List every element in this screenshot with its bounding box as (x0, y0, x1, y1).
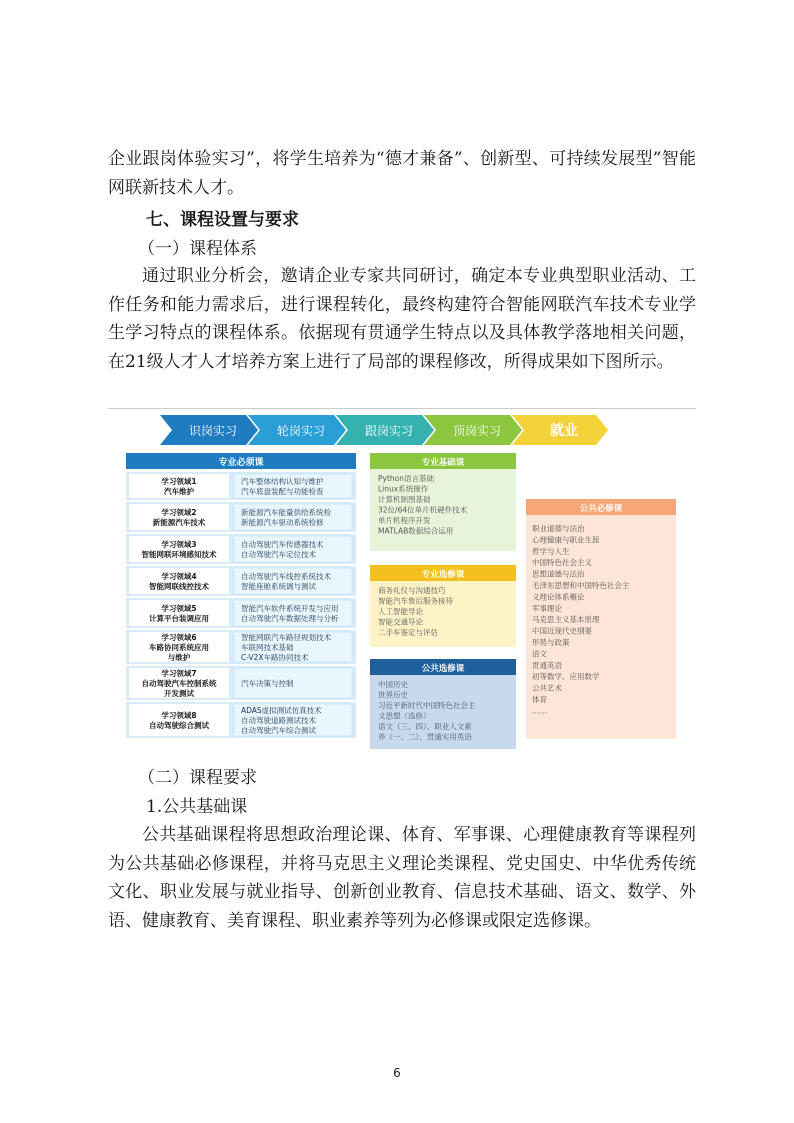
major-basic-title: 专业基础课 (421, 458, 465, 468)
domain-label: 新能源汽车技术 (152, 518, 206, 527)
domain-label: 车路协同系统应用 (149, 643, 209, 652)
stage-label-2: 轮岗实习 (276, 424, 326, 438)
major-basic-item: Python语言基础 (378, 474, 434, 483)
domain-label: 学习领域3 (161, 540, 197, 549)
public-required-item: 职业道德与法治 (532, 524, 585, 533)
public-required-item: 形势与政策 (532, 638, 570, 647)
major-elective-item: 商务礼仪与沟通技巧 (378, 586, 446, 595)
course-label: C-V2X车路协同技术 (241, 653, 309, 662)
public-required-item: 心理健康与职业生涯 (532, 535, 600, 545)
domain-label: 与维护 (167, 653, 191, 662)
course-label: 自动驾驶汽车数据处理与分析 (241, 614, 339, 623)
major-basic-item: 计算机制图基础 (378, 495, 431, 504)
para-curriculum-system: 通过职业分析会，邀请企业专家共同研讨，确定本专业典型职业活动、工作任务和能力需求后，进行课程转化，最终构建符合智能网联汽车技术专业学生学习特点的课程体系。依据现有贯通学生特点以及具体教学落地相关问题，在21级人才人才培养方案上进行了局部的课程修改，所得成果如下图所示。 (108, 266, 696, 372)
course-label: 车联网技术基础 (241, 643, 294, 652)
public-elective-item: 义思想（选修） (378, 711, 431, 721)
course-label: 汽车决策与控制 (241, 679, 294, 688)
domain-label: 开发测试 (164, 689, 194, 698)
domain-label: 自动驾驶综合测试 (149, 721, 209, 730)
public-elective-item: 世界历史 (378, 690, 408, 700)
course-label: 汽车整体结构认知与维护 (241, 477, 324, 486)
domain-label: 学习领域5 (161, 604, 197, 613)
section-heading-7: 七、课程设置与要求 (146, 210, 299, 230)
public-required-item: 义理论体系概论 (532, 592, 585, 602)
public-required-item: 毛泽东思想和中国特色社会主 (532, 581, 630, 590)
public-elective-item: 语文（三、四）、职业人文素 (378, 722, 472, 731)
course-label: 自动驾驶汽车综合测试 (241, 726, 316, 735)
domain-label: 学习领域2 (161, 508, 197, 517)
public-required-item: 体育 (532, 695, 547, 704)
domain-label: 计算平台装调应用 (149, 614, 209, 623)
major-basic-item: 32位/64位单片机硬件技术 (378, 505, 468, 515)
domain-label: 智能网联环境感知技术 (141, 550, 217, 559)
domain-label: 自动驾驶汽车控制系统 (141, 679, 217, 688)
para-public-basic: 公共基础课程将思想政治理论课、体育、军事课、心理健康教育等课程列为公共基础必修课程，并将马克思主义理论类课程、党史国史、中华优秀传统文化、职业发展与就业指导、创新创业教育、信息技术基础、语文、数学、外语、健康教育、美育课程、职业素养等列为必修课或限定选修课。 (108, 825, 696, 931)
public-required-item: 哲学与人生 (532, 546, 570, 556)
domain-label: 学习领域6 (161, 633, 197, 642)
major-elective-item: 二手车鉴定与评估 (378, 628, 438, 637)
course-label: 汽车底盘装配与功能检查 (241, 487, 324, 496)
subheading-curriculum-system: （一）课程体系 (138, 239, 257, 259)
major-basic-item: MATLAB数据综合运用 (378, 526, 454, 536)
course-label: 自动驾驶汽车线控系统技术 (241, 572, 331, 581)
stage-label-5: 就业 (550, 423, 578, 439)
domain-label: 学习领域7 (161, 669, 197, 678)
public-required-item: 公共艺术 (532, 683, 562, 693)
subheading-course-requirements: （二）课程要求 (138, 768, 257, 788)
major-required-title: 专业必须课 (218, 458, 264, 468)
stage-label-3: 跟岗实习 (364, 424, 414, 438)
public-elective-item: 习近平新时代中国特色社会主 (378, 701, 476, 710)
public-elective-item: 养（一、二）、贯通实用英语 (378, 732, 472, 742)
para-intro-cont: 企业跟岗体验实习”，将学生培养为“德才兼备”、创新型、可持续发展型”智能网联新技术人才。 (108, 149, 696, 198)
course-label: 智能汽车软件系统开发与应用 (241, 604, 339, 613)
course-label: 新能源汽车驱动系统检修 (241, 518, 324, 527)
public-required-item: 贯通英语 (532, 660, 562, 670)
stage-label-1: 识岗实习 (188, 424, 238, 438)
public-required-item: 中国特色社会主义 (532, 558, 592, 568)
public-elective-item: 中国历史 (378, 680, 408, 689)
public-required-item: …… (532, 706, 547, 716)
major-basic-item: 单片机程序开发 (378, 516, 431, 525)
domain-label: 学习领域8 (161, 711, 197, 720)
course-label: 自动驾驶汽车传感器技术 (241, 540, 324, 549)
major-elective-item: 人工智能导论 (378, 607, 423, 616)
stage-label-4: 顶岗实习 (452, 424, 502, 438)
course-label: ADAS虚拟测试仿真技术 (241, 706, 322, 715)
domain-label: 汽车维护 (164, 487, 194, 496)
public-required-item: 中国近现代史纲要 (532, 626, 592, 636)
public-required-item: 马克思主义基本原理 (532, 615, 600, 625)
course-label: 新能源汽车能量供给系统检 (241, 508, 331, 517)
course-label: 智能座舱系统调与测试 (241, 582, 316, 591)
public-required-item: 语文 (532, 649, 547, 659)
public-required-title: 公共必修课 (579, 504, 623, 514)
major-elective-title: 专业选修课 (421, 570, 465, 580)
subheading-public-basic: 1.公共基础课 (146, 797, 248, 817)
course-label: 智能网联汽车路径规划技术 (241, 633, 331, 642)
curriculum-diagram (108, 408, 696, 749)
domain-label: 智能网联线控技术 (149, 582, 209, 591)
public-required-item: 初等数学、应用数学 (532, 672, 600, 682)
domain-label: 学习领域4 (161, 572, 197, 581)
course-label: 自动驾驶道路测试技术 (241, 716, 316, 725)
public-required-item: 军事理论 (532, 603, 562, 613)
course-label: 自动驾驶汽车定位技术 (241, 550, 316, 559)
page-number: 6 (393, 1066, 401, 1080)
major-elective-item: 智能交通导论 (378, 617, 423, 627)
major-basic-item: Linux系统操作 (378, 484, 429, 494)
public-required-item: 思想道德与法治 (532, 569, 585, 579)
major-elective-item: 智能汽车售后服务接待 (378, 596, 453, 606)
domain-cell (129, 704, 229, 736)
public-elective-title: 公共选修课 (421, 664, 465, 674)
domain-label: 学习领域1 (161, 477, 197, 486)
